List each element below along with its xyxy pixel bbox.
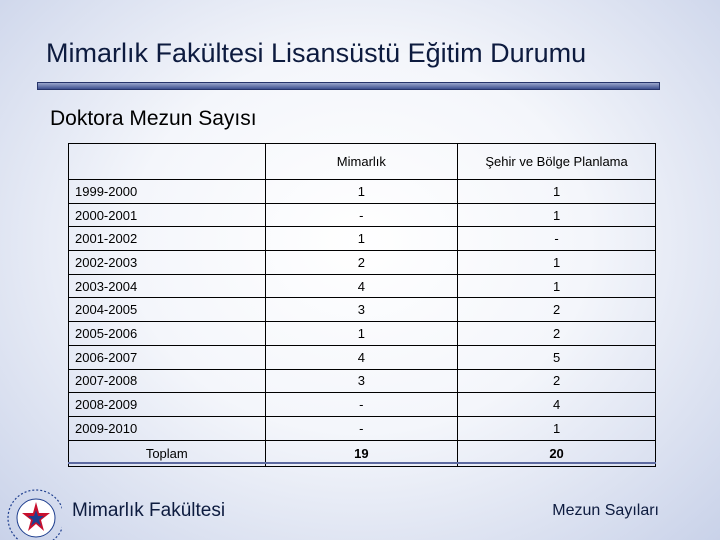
row-year-cell: 2009-2010 xyxy=(69,416,266,440)
header-cell-empty xyxy=(69,144,266,180)
row-year-cell: 2004-2005 xyxy=(69,298,266,322)
row-mimarlik-cell: 3 xyxy=(265,298,458,322)
row-year-cell: 2002-2003 xyxy=(69,251,266,275)
row-mimarlik-cell: 1 xyxy=(265,227,458,251)
row-sehir-cell: 1 xyxy=(458,251,656,275)
slide-title: Mimarlık Fakültesi Lisansüstü Eğitim Durumu xyxy=(46,38,587,68)
row-year-cell: 2001-2002 xyxy=(69,227,266,251)
row-year-cell: 1999-2000 xyxy=(69,180,266,204)
row-mimarlik-cell: - xyxy=(265,416,458,440)
row-sehir-cell: 5 xyxy=(458,345,656,369)
slide-subtitle: Doktora Mezun Sayısı xyxy=(50,107,257,130)
row-sehir-cell: 1 xyxy=(458,416,656,440)
row-mimarlik-cell: - xyxy=(265,203,458,227)
table-row xyxy=(69,203,656,227)
header-cell-mimarlik: Mimarlık xyxy=(265,144,458,180)
table-row xyxy=(69,274,656,298)
row-mimarlik-cell: - xyxy=(265,393,458,417)
header-cell-sehir: Şehir ve Bölge Planlama xyxy=(458,144,656,180)
total-label-cell: Toplam xyxy=(69,440,266,466)
row-year-cell: 2006-2007 xyxy=(69,345,266,369)
row-mimarlik-cell: 1 xyxy=(265,180,458,204)
row-sehir-cell: 1 xyxy=(458,203,656,227)
footer-faculty-label: Mimarlık Fakültesi xyxy=(72,500,226,521)
row-year-cell: 2007-2008 xyxy=(69,369,266,393)
table-row xyxy=(69,298,656,322)
table-row xyxy=(69,251,656,275)
row-year-cell: 2003-2004 xyxy=(69,274,266,298)
table-row xyxy=(69,393,656,417)
row-sehir-cell: - xyxy=(458,227,656,251)
row-mimarlik-cell: 4 xyxy=(265,274,458,298)
footer-section-label: Mezun Sayıları xyxy=(552,502,659,519)
row-sehir-cell: 4 xyxy=(458,393,656,417)
row-sehir-cell: 1 xyxy=(458,180,656,204)
university-seal-icon xyxy=(0,482,62,540)
row-mimarlik-cell: 3 xyxy=(265,369,458,393)
row-mimarlik-cell: 2 xyxy=(265,251,458,275)
row-mimarlik-cell: 4 xyxy=(265,345,458,369)
table-row xyxy=(69,345,656,369)
graduates-table xyxy=(68,143,656,467)
row-year-cell: 2000-2001 xyxy=(69,203,266,227)
total-mimarlik-cell: 19 xyxy=(265,440,458,466)
table-row xyxy=(69,322,656,346)
table-header-row xyxy=(69,144,656,180)
row-sehir-cell: 1 xyxy=(458,274,656,298)
table-row xyxy=(69,180,656,204)
row-year-cell: 2008-2009 xyxy=(69,393,266,417)
table-row xyxy=(69,227,656,251)
row-mimarlik-cell: 1 xyxy=(265,322,458,346)
table-row xyxy=(69,416,656,440)
total-sehir-cell: 20 xyxy=(458,440,656,466)
footer-divider xyxy=(68,462,656,464)
table-body xyxy=(69,180,656,441)
row-year-cell: 2005-2006 xyxy=(69,322,266,346)
row-sehir-cell: 2 xyxy=(458,298,656,322)
table-row xyxy=(69,369,656,393)
title-underline-bar xyxy=(37,82,660,90)
row-sehir-cell: 2 xyxy=(458,369,656,393)
row-sehir-cell: 2 xyxy=(458,322,656,346)
